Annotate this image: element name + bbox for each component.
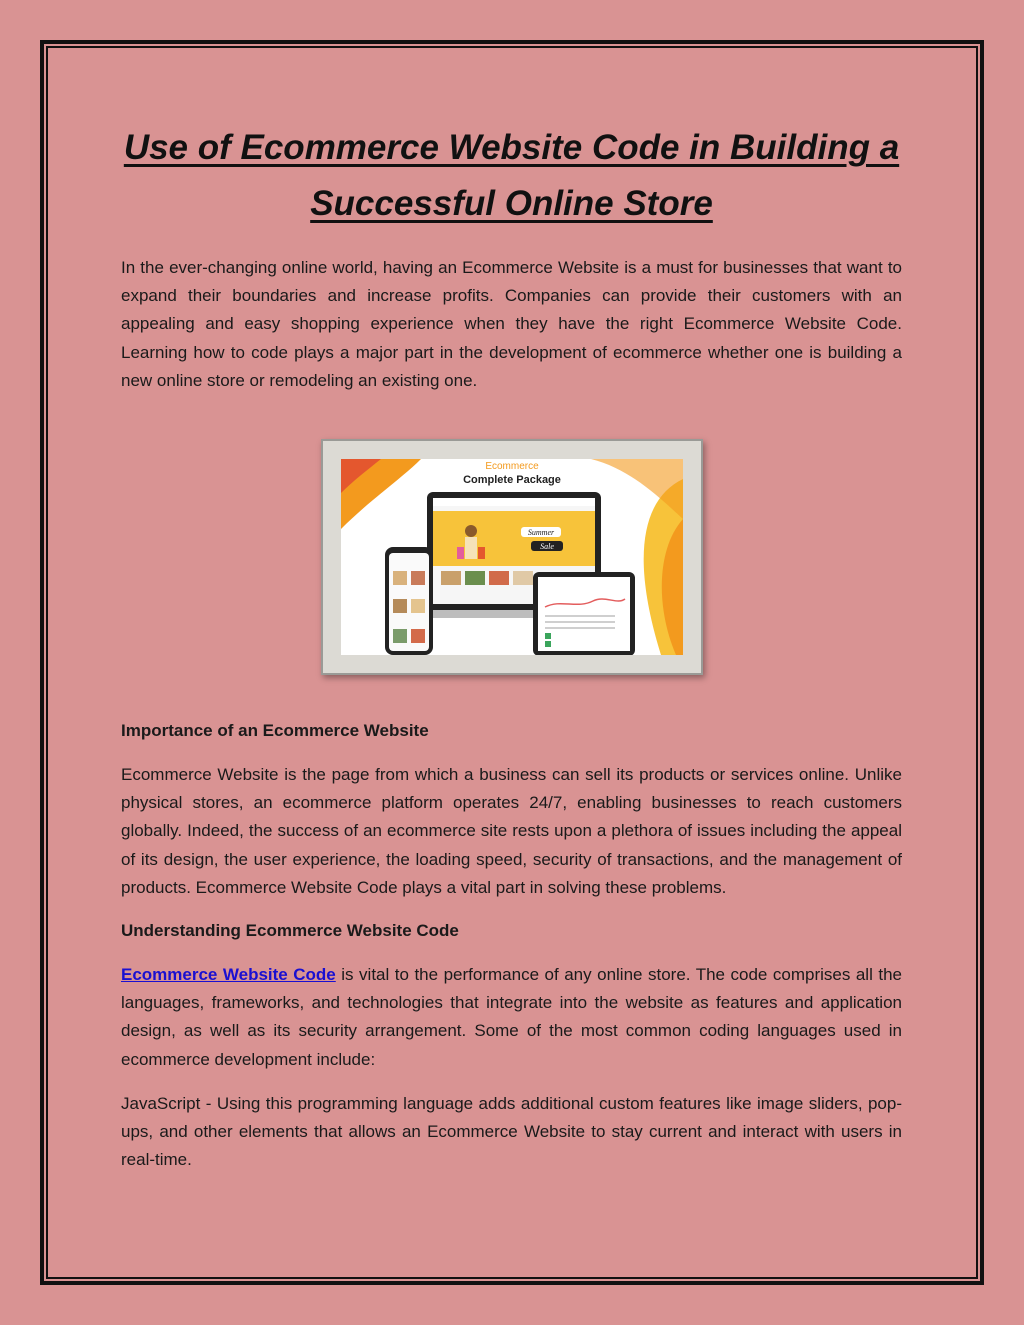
importance-heading: Importance of an Ecommerce Website — [121, 721, 429, 741]
intro-paragraph: In the ever-changing online world, having an Ecommerce Website is a must for businesses that want to expand their boundaries and increase profits. Companies can provide their customers with an appealing and easy shopping experience when they have the right Ecommerce Website Code. Learning how to code plays a major part in the development of ecommerce whether one is building a new online store or remodeling an existing one. — [121, 258, 902, 390]
figure-container — [121, 439, 902, 675]
package-line: Complete Package — [462, 474, 561, 487]
page-title: Use of Ecommerce Website Code in Building a Successful Online Store — [123, 128, 900, 223]
javascript-paragraph: JavaScript - Using this programming language adds additional custom features like image sliders, pop-ups, and other elements that allows an Ecommerce Website to stay current and interact with users in real-time. — [121, 1093, 902, 1170]
importance-paragraph: Ecommerce Website is the page from which a business can sell its products or services online. Unlike physical stores, an ecommerce platform operates 24/7, enabling businesses to reach customers globally. Indeed, the success of an ecommerce site rests upon a plethora of issues including the appeal of its design, the user experience, the loading speed, security of transactions, and the management of products. Ecommerce Website Code plays a vital part in solving these problems. — [121, 765, 902, 897]
brand-line: Ecommerce — [484, 461, 539, 473]
sale-top-text: Summer — [527, 528, 554, 538]
understanding-paragraph — [121, 961, 902, 1074]
understanding-body-text: is vital to the performance of any online store. The code comprises all the languages, frameworks, and technologies that integrate into the website as features and application design, as well as its security arrangement. Some of the most common coding languages used in ecommerce development include: — [121, 965, 902, 1069]
sale-bottom-text: Sale — [539, 542, 554, 552]
ecommerce-package-image — [321, 439, 703, 675]
ecommerce-website-code-link[interactable]: Ecommerce Website Code — [121, 965, 336, 985]
ecommerce-illustration — [341, 459, 683, 655]
understanding-heading: Understanding Ecommerce Website Code — [121, 921, 459, 941]
document-content — [121, 120, 902, 1174]
